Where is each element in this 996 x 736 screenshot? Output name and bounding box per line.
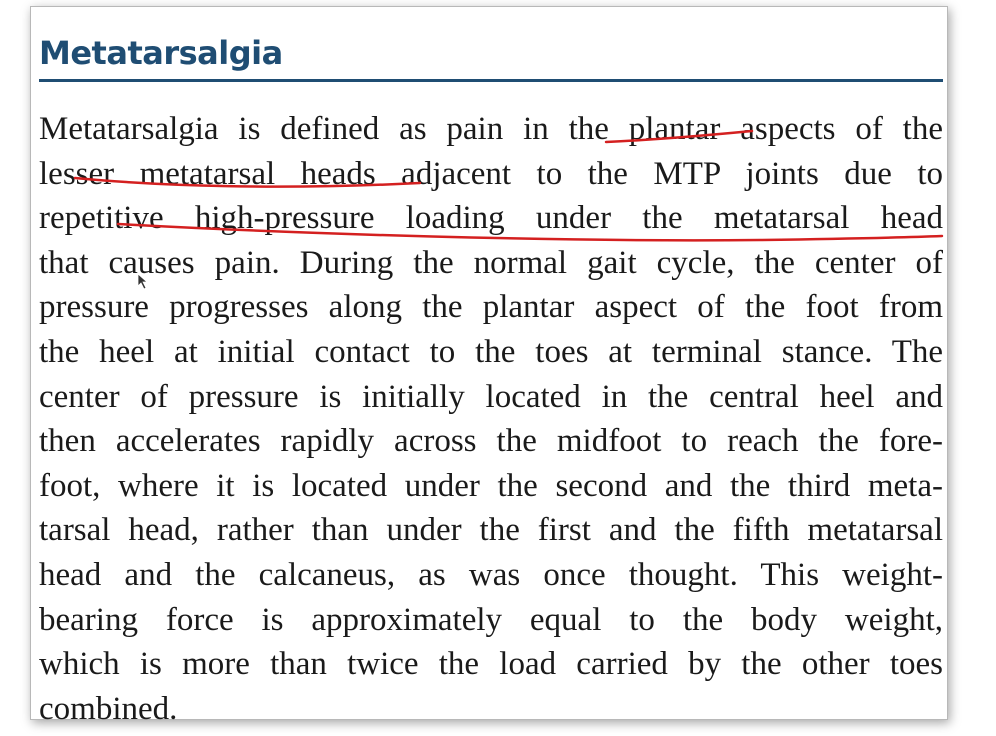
text-line: tarsal head, rather than under the first and the fifth metatarsal bbox=[39, 512, 943, 549]
section-heading: Metatarsalgia bbox=[39, 34, 283, 72]
text-line: combined. bbox=[39, 690, 178, 727]
text-line: repetitive high-pressure loading under the metatarsal head bbox=[39, 200, 943, 237]
text-line: bearing force is approximately equal to the body weight, bbox=[39, 601, 943, 638]
text-line: Metatarsalgia is defined as pain in the plantar aspects of the bbox=[39, 111, 943, 147]
text-line: that causes pain. During the normal gait cycle, the center of bbox=[39, 244, 943, 281]
body-paragraph bbox=[39, 107, 943, 731]
heading-rule bbox=[39, 79, 943, 82]
text-line: then accelerates rapidly across the midfoot to reach the fore- bbox=[39, 423, 943, 460]
text-line: which is more than twice the load carried by the other toes bbox=[39, 646, 943, 683]
text-line: lesser metatarsal heads adjacent to the MTP joints due to bbox=[39, 155, 943, 192]
text-line: foot, where it is located under the second and the third meta- bbox=[39, 467, 943, 504]
text-line: the heel at initial contact to the toes at terminal stance. The bbox=[39, 333, 943, 370]
mouse-pointer-icon bbox=[137, 273, 151, 291]
text-line: pressure progresses along the plantar aspect of the foot from bbox=[39, 289, 943, 326]
text-line: center of pressure is initially located in the central heel and bbox=[39, 378, 943, 415]
document-panel bbox=[30, 6, 948, 727]
text-line: head and the calcaneus, as was once thought. This weight- bbox=[39, 556, 943, 593]
